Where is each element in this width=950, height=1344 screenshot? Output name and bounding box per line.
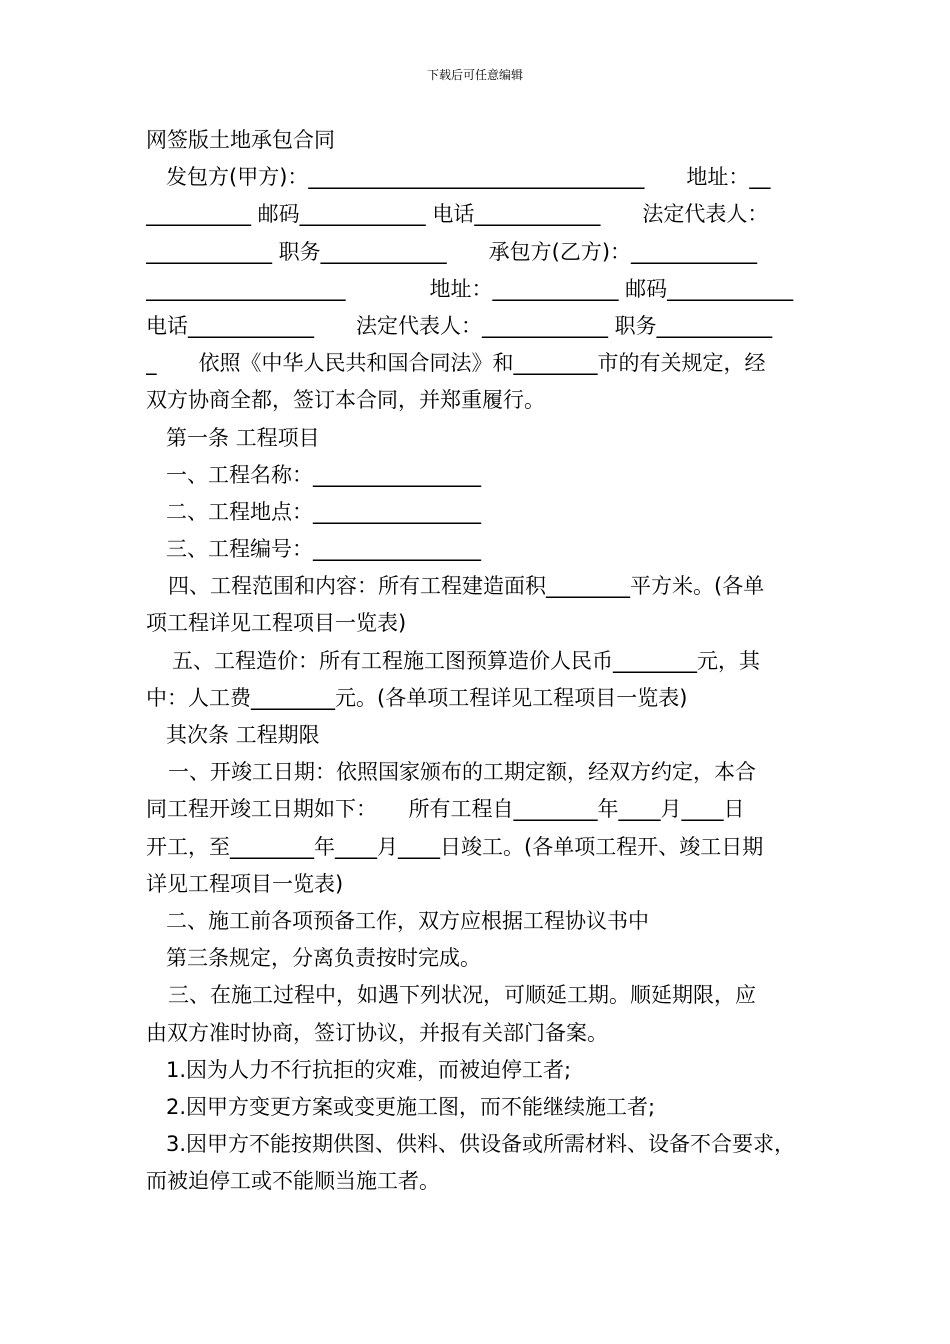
- paragraph-line: 一、工程名称：________________: [166, 462, 481, 487]
- paragraph-line: 项工程详见工程项目一览表): [146, 611, 407, 636]
- paragraph-line: 同工程开竣工日期如下： 所有工程自________年____月____日: [146, 797, 745, 822]
- paragraph-line: __________ 邮码____________ 电话____________ 法定代表人：: [146, 202, 769, 227]
- paragraph-line: 五、工程造价：所有工程施工图预算造价人民币________元，其: [172, 648, 760, 673]
- paragraph-line: 详见工程项目一览表): [146, 871, 344, 896]
- paragraph-line: 四、工程范围和内容：所有工程建造面积________平方米。(各单: [168, 574, 765, 599]
- paragraph-line: 中：人工费________元。(各单项工程详见工程项目一览表): [146, 685, 688, 710]
- page-header: 下载后可任意编辑: [426, 68, 523, 82]
- paragraph-line: ____________ 职务____________ 承包方(乙方)：____________: [146, 239, 758, 264]
- paragraph-line: 由双方准时协商，签订协议，并报有关部门备案。: [146, 1020, 608, 1045]
- document-title: 网签版土地承包合同: [146, 128, 335, 152]
- section-heading: 第一条 工程项目: [166, 425, 320, 450]
- section-heading: 其次条 工程期限: [166, 723, 320, 747]
- paragraph-line: _ 依照《中华人民共和国合同法》和________市的有关规定，经: [146, 351, 766, 376]
- paragraph-line: 三、工程编号：________________: [166, 537, 481, 562]
- list-item: 而被迫停工或不能顺当施工者。: [146, 1169, 440, 1194]
- paragraph-line: 发包方(甲方)：________________________________ 地址：__: [166, 165, 771, 190]
- paragraph-line: 双方协商全都，签订本合同，并郑重履行。: [146, 388, 545, 413]
- document-body: [146, 122, 808, 1200]
- paragraph-line: 电话____________ 法定代表人：____________ 职务___________: [146, 313, 773, 338]
- paragraph-line: 二、施工前各项预备工作，双方应根据工程协议书中: [166, 908, 649, 933]
- paragraph-line: 第三条规定，分离负责按时完成。: [166, 946, 481, 971]
- paragraph-line: 二、工程地点：________________: [166, 499, 481, 524]
- paragraph-line: 三、在施工过程中，如遇下列状况，可顺延工期。顺延期限，应: [168, 983, 756, 1008]
- list-item: 2.因甲方变更方案或变更施工图，而不能继续施工者;: [166, 1094, 656, 1119]
- list-item: 1.因为人力不行抗拒的灾难，而被迫停工者;: [166, 1057, 572, 1082]
- paragraph-line: ___________________ 地址：____________ 邮码____________: [146, 276, 794, 301]
- list-item: 3.因甲方不能按期供图、供料、供设备或所需材料、设备不合要求，: [166, 1132, 796, 1157]
- paragraph-line: 一、开竣工日期：依照国家颁布的工期定额，经双方约定，本合: [168, 760, 756, 785]
- paragraph-line: 开工，至________年____月____日竣工。(各单项工程开、竣工日期: [146, 834, 764, 859]
